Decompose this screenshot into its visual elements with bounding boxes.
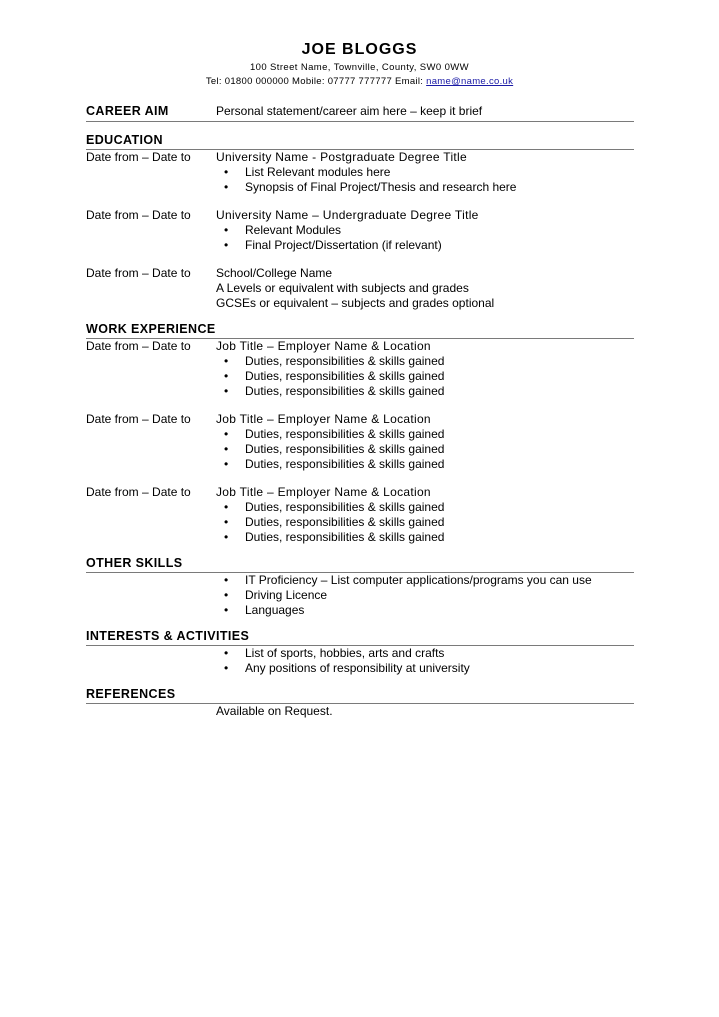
contact-phone-text: Tel: 01800 000000 Mobile: 07777 777777 Email: [205, 76, 427, 87]
interests-entry [86, 646, 634, 676]
entry-line: A Levels or equivalent with subjects and grades [216, 281, 469, 295]
entry-dates: Date from – Date to [86, 266, 191, 280]
entry-dates: Date from – Date to [86, 412, 191, 426]
list-item: • IT Proficiency – List computer applications/programs you can use [216, 573, 634, 588]
list-item: • Any positions of responsibility at university [216, 661, 634, 676]
entry-title: University Name – Undergraduate Degree Title [216, 208, 479, 222]
section-heading: WORK EXPERIENCE [86, 321, 634, 339]
list-item: • Synopsis of Final Project/Thesis and research here [216, 180, 634, 195]
list-item: • Duties, responsibilities & skills gained [216, 369, 634, 384]
education-section [86, 132, 634, 311]
list-item: • Final Project/Dissertation (if relevant) [216, 238, 634, 253]
list-item: • List Relevant modules here [216, 165, 634, 180]
list-item: • Duties, responsibilities & skills gained [216, 457, 634, 472]
career-aim-heading-row [86, 103, 634, 122]
education-entry [86, 266, 634, 311]
list-item: • Duties, responsibilities & skills gained [216, 427, 634, 442]
entry-line: GCSEs or equivalent – subjects and grades optional [216, 296, 495, 310]
entry-title: School/College Name [216, 266, 333, 280]
bullet-list [216, 165, 634, 195]
contact-line [0, 75, 719, 89]
entry-dates: Date from – Date to [86, 485, 191, 499]
list-item: • Duties, responsibilities & skills gained [216, 442, 634, 457]
references-text: Available on Request. [216, 704, 333, 718]
work-entry [86, 412, 634, 472]
bullet-list [216, 646, 634, 676]
bullet-list [216, 573, 634, 618]
entry-body [216, 266, 634, 311]
entry-dates: Date from – Date to [86, 150, 191, 164]
entry-title: Job Title – Employer Name & Location [216, 339, 431, 353]
entry-body [216, 412, 634, 472]
email-link[interactable]: name@name.co.uk [426, 76, 514, 87]
education-entry [86, 150, 634, 195]
section-heading: INTERESTS & ACTIVITIES [86, 628, 634, 646]
cv-header [0, 40, 719, 89]
career-aim-text: Personal statement/career aim here – keep it brief [216, 104, 483, 118]
entry-body [216, 150, 634, 195]
section-heading: OTHER SKILLS [86, 555, 634, 573]
list-item: • List of sports, hobbies, arts and crafts [216, 646, 634, 661]
skills-entry [86, 573, 634, 618]
list-item: • Languages [216, 603, 634, 618]
cv-body [86, 103, 634, 719]
list-item: • Duties, responsibilities & skills gained [216, 500, 634, 515]
section-heading: REFERENCES [86, 686, 634, 704]
bullet-list [216, 427, 634, 472]
list-item: • Duties, responsibilities & skills gained [216, 384, 634, 399]
entry-title: Job Title – Employer Name & Location [216, 485, 431, 499]
candidate-name: JOE BLOGGS [301, 41, 418, 58]
section-heading: EDUCATION [86, 132, 634, 150]
entry-dates: Date from – Date to [86, 208, 191, 222]
address-line: 100 Street Name, Townville, County, SW0 0WW [249, 62, 470, 73]
career-aim-section [86, 103, 634, 122]
references-entry [86, 704, 634, 719]
bullet-list [216, 500, 634, 545]
work-entry [86, 485, 634, 545]
list-item: • Duties, responsibilities & skills gained [216, 530, 634, 545]
references-section [86, 686, 634, 719]
list-item: • Driving Licence [216, 588, 634, 603]
work-entry [86, 339, 634, 399]
entry-title: Job Title – Employer Name & Location [216, 412, 431, 426]
list-item: • Duties, responsibilities & skills gained [216, 354, 634, 369]
work-experience-section [86, 321, 634, 545]
section-heading: CAREER AIM [86, 104, 169, 118]
bullet-list [216, 223, 634, 253]
entry-body [216, 339, 634, 399]
entry-body [216, 485, 634, 545]
interests-section [86, 628, 634, 676]
entry-body [216, 208, 634, 253]
other-skills-section [86, 555, 634, 618]
list-item: • Duties, responsibilities & skills gained [216, 515, 634, 530]
education-entry [86, 208, 634, 253]
bullet-list [216, 354, 634, 399]
entry-dates: Date from – Date to [86, 339, 191, 353]
entry-title: University Name - Postgraduate Degree Title [216, 150, 468, 164]
list-item: • Relevant Modules [216, 223, 634, 238]
